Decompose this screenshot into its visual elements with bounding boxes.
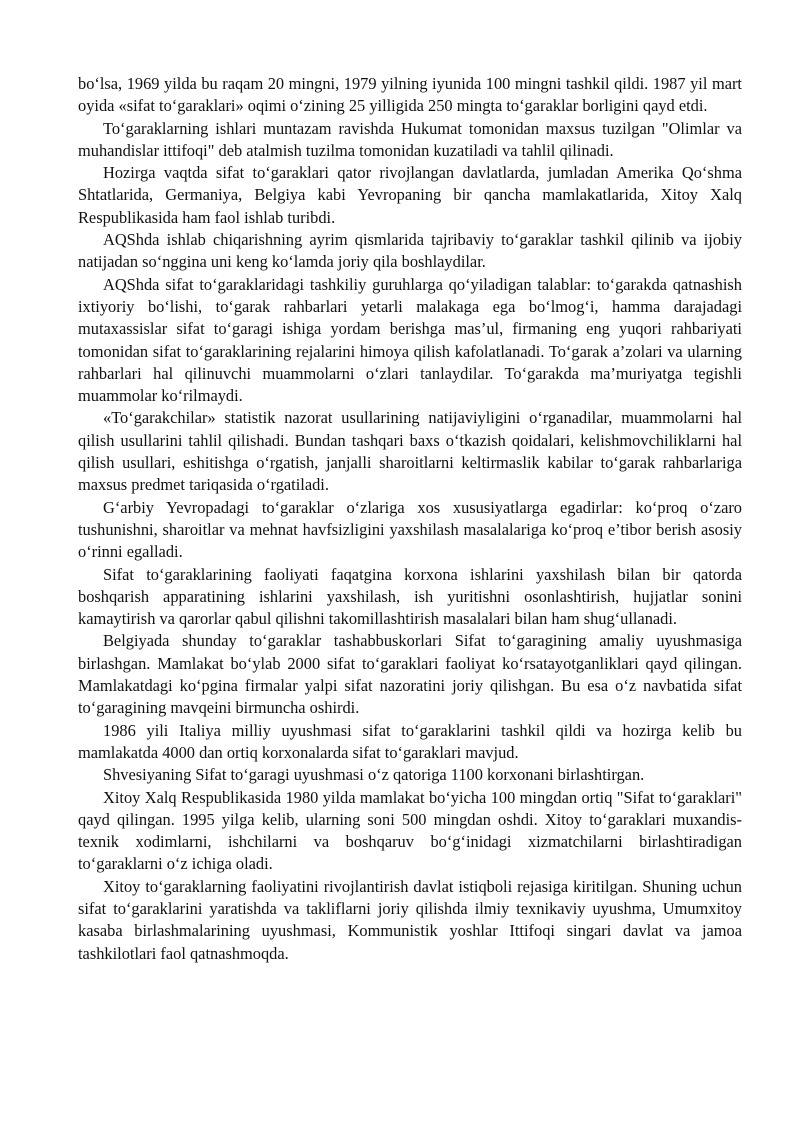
paragraph: G‘arbiy Yevropadagi to‘garaklar o‘zlariga xos xususiyatlarga egadirlar: ko‘proq o‘zaro tushunishni, sharoitlar va mehnat havfsizligini yaxshilash masalalariga ko‘proq e’tibor berish asosiy o‘rinni egalladi. [78,497,742,562]
paragraph: 1986 yili Italiya milliy uyushmasi sifat to‘garaklarini tashkil qildi va hozirga kelib bu mamlakatda 4000 dan ortiq korxonalarda sifat to‘garaklari mavjud. [78,720,742,762]
paragraph: Xitoy Xalq Respublikasida 1980 yilda mamlakat bo‘yicha 100 mingdan ortiq "Sifat to‘garaklari" qayd qilingan. 1995 yilga kelib, ularning soni 500 mingdan oshdi. Xitoy to‘garaklari muxandis-texnik xodimlarni, ishchilarni va boshqaruv bo‘g‘inidagi xizmatchilarni birlashtiradigan to‘garaklarni o‘z ichiga oladi. [78,787,742,874]
paragraph: Hozirga vaqtda sifat to‘garaklari qator rivojlangan davlatlarda, jumladan Amerika Qo‘shma Shtatlarida, Germaniya, Belgiya kabi Yevropaning bir qancha mamlakatlarida, Xitoy Xalq Respublikasida ham faol ishlab turibdi. [78,163,742,227]
document-page [78,73,742,965]
paragraph: «To‘garakchilar» statistik nazorat usullarining natijaviyligini o‘rganadilar, muammolarni hal qilish usullarini tahlil qilishadi. Bundan tashqari baxs o‘tkazish qoidalari, kelishmovchiliklarni hal qilish usullari, eshitishga o‘rgatish, janjalli sharoitlarni keltirmaslik kabilar to‘garak rahbarlariga maxsus predmet tariqasida o‘rgatiladi. [78,408,742,495]
paragraph: AQShda sifat to‘garaklaridagi tashkiliy guruhlarga qo‘yiladigan talablar: to‘garakda qatnashish ixtiyoriy bo‘lishi, to‘garak rahbarlari yetarli malakaga ega bo‘lmog‘i, hamma darajadagi mutaxassislar sifat to‘garagi ishiga yordam berishga mas’ul, firmaning eng yuqori rahbariyati tomonidan sifat to‘garaklarining rejalarini himoya qilish kafolatlanadi. To‘garak a’zolari va ularning rahbarlari hal qilinuvchi muammolarni o‘zlari tanlaydilar. To‘garakda ma’muriyatga tegishli muammolar ko‘rilmaydi. [78,274,742,406]
paragraph: Shvesiyaning Sifat to‘garagi uyushmasi o‘z qatoriga 1100 korxonani birlashtirgan. [103,765,645,785]
paragraph-continuation: bo‘lsa, 1969 yilda bu raqam 20 mingni, 1979 yilning iyunida 100 mingni tashkil qildi. 1987 yil mart oyida «sifat to‘garaklari» oqimi o‘zining 25 yilligida 250 mingta to‘garaklar borligini qayd etdi. [78,74,742,116]
paragraph: Xitoy to‘garaklarning faoliyatini rivojlantirish davlat istiqboli rejasiga kiritilgan. Shuning uchun sifat to‘garaklarini yaratishda va takliflarni joriy qilishda ilmiy texnikaviy uyushma, Umumxitoy kasaba birlashmalarining uyushmasi, Kommunistik yoshlar Ittifoqi singari davlat va jamoa tashkilotlari faol qatnashmoqda. [78,876,742,963]
paragraph: Belgiyada shunday to‘garaklar tashabbuskorlari Sifat to‘garagining amaliy uyushmasiga birlashgan. Mamlakat bo‘ylab 2000 sifat to‘garaklari faoliyat ko‘rsatayotganliklari qayd qilingan. Mamlakatdagi ko‘pgina firmalar yalpi sifat nazoratini joriy qilishgan. Bu esa o‘z navbatida sifat to‘garagining mavqeini birmuncha oshirdi. [78,631,742,718]
paragraph: Sifat to‘garaklarining faoliyati faqatgina korxona ishlarini yaxshilash bilan bir qatorda boshqarish apparatining ishlarini yaxshilash, ish yuritishni osonlashtirish, hujjatlar sonini kamaytirish va qarorlar qabul qilishni takomillashtirish masalalari bilan ham shug‘ullanadi. [78,564,742,629]
paragraph: To‘garaklarning ishlari muntazam ravishda Hukumat tomonidan maxsus tuzilgan "Olimlar va muhandislar ittifoqi" deb atalmish tuzilma tomonidan kuzatiladi va tahlil qilinadi. [78,118,742,160]
paragraph: AQShda ishlab chiqarishning ayrim qismlarida tajribaviy to‘garaklar tashkil qilinib va ijobiy natijadan so‘nggina uni keng ko‘lamda joriy qila boshlaydilar. [78,230,742,272]
